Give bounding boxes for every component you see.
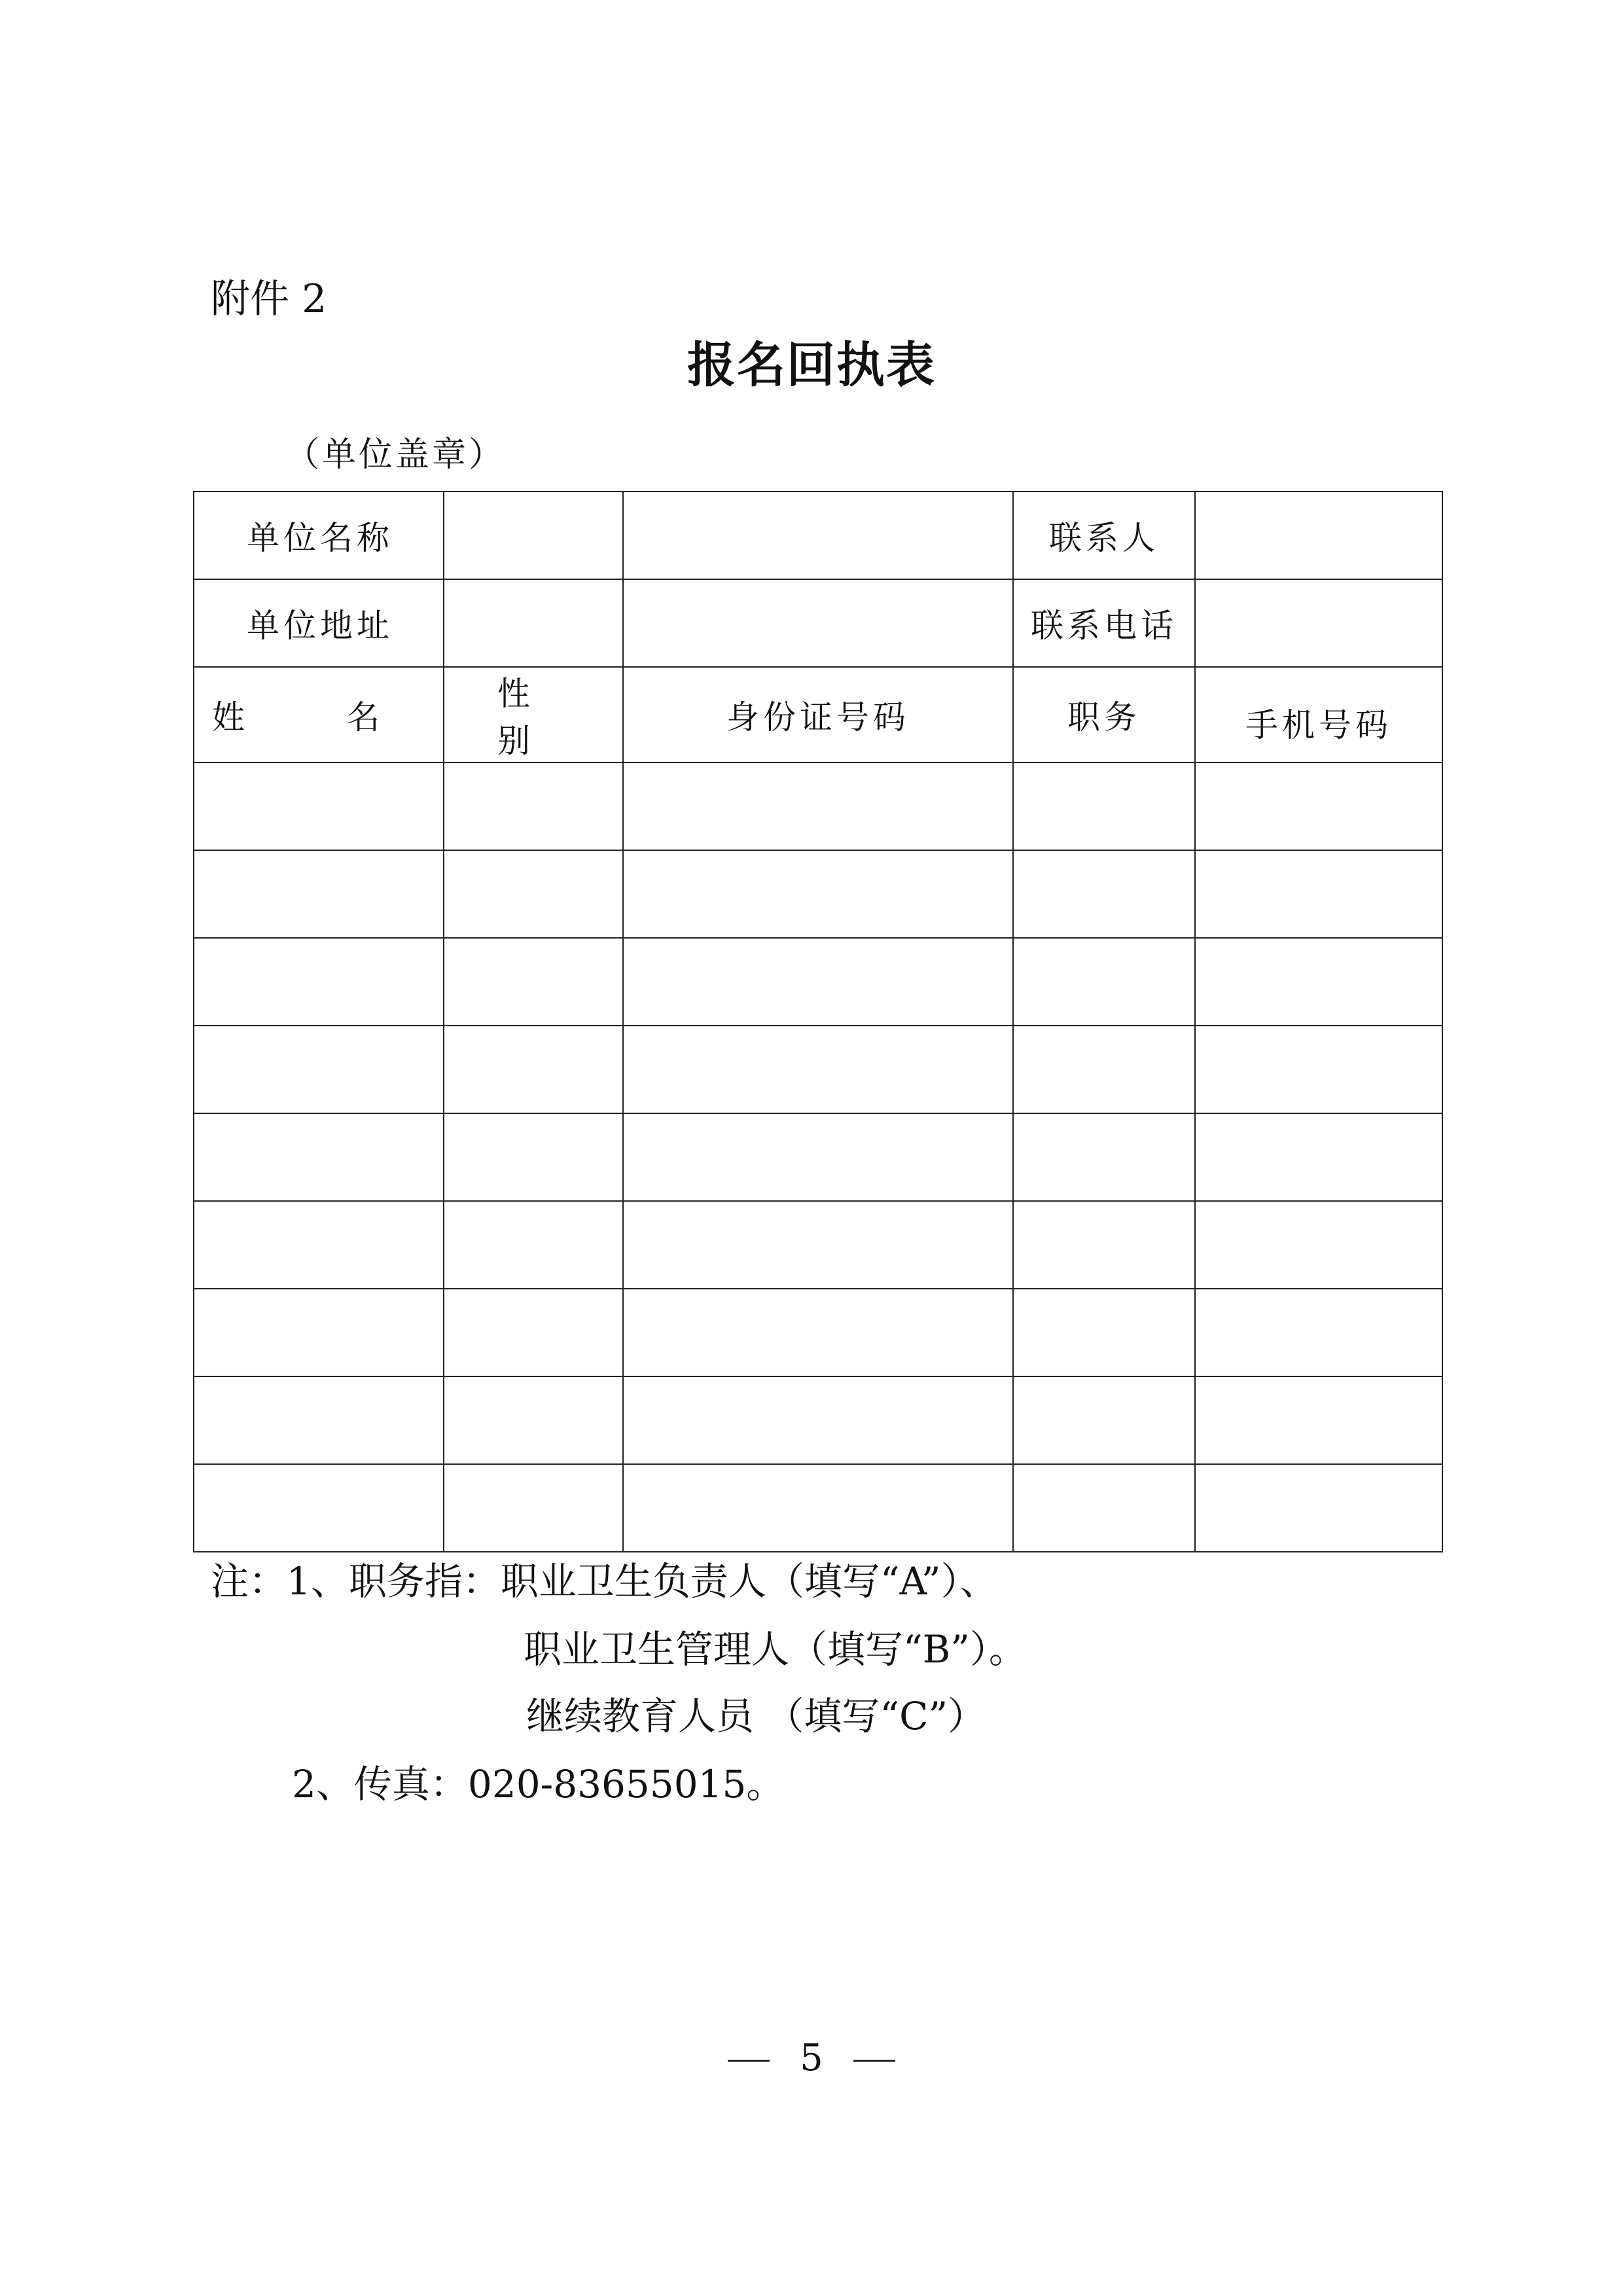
note-line-3: 继续教育人员 （填写“C”） <box>526 1694 986 1738</box>
contact-person-cell[interactable] <box>1195 492 1442 579</box>
position-cell[interactable] <box>1013 1464 1195 1552</box>
registration-form-table <box>193 491 1443 1552</box>
gender-cell[interactable] <box>444 850 623 938</box>
name-cell[interactable] <box>194 1376 444 1464</box>
id-number-cell[interactable] <box>623 1026 1013 1113</box>
mobile-cell[interactable] <box>1195 762 1442 850</box>
seal-note: （单位盖章） <box>285 435 506 475</box>
unit-address-label: 单位地址 <box>194 579 444 667</box>
mobile-cell[interactable] <box>1195 1289 1442 1376</box>
page-number <box>0 2036 1623 2081</box>
unit-name-row <box>194 492 1442 579</box>
position-cell[interactable] <box>1013 1201 1195 1289</box>
page-number-value: 5 <box>800 2037 823 2079</box>
page-title: 报名回执表 <box>687 337 936 393</box>
name-cell[interactable] <box>194 938 444 1026</box>
page-number-dash-right <box>853 2060 895 2062</box>
mobile-cell[interactable] <box>1195 1376 1442 1464</box>
gender-cell[interactable] <box>444 1026 623 1113</box>
position-cell[interactable] <box>1013 1289 1195 1376</box>
table-row <box>194 1289 1442 1376</box>
id-number-cell[interactable] <box>623 1201 1013 1289</box>
table-row <box>194 1113 1442 1201</box>
page-number-dash-left <box>728 2060 770 2062</box>
id-number-cell[interactable] <box>623 1376 1013 1464</box>
table-row <box>194 1026 1442 1113</box>
mobile-cell[interactable] <box>1195 1026 1442 1113</box>
unit-name-cell[interactable] <box>623 492 1013 579</box>
column-header-mobile: 手机号码 <box>1195 667 1442 762</box>
column-header-name: 姓 名 <box>194 667 444 762</box>
name-cell[interactable] <box>194 1289 444 1376</box>
note-line-2: 职业卫生管理人（填写“B”）。 <box>524 1627 1027 1672</box>
gender-cell[interactable] <box>444 1464 623 1552</box>
mobile-cell[interactable] <box>1195 850 1442 938</box>
position-cell[interactable] <box>1013 938 1195 1026</box>
unit-name-cell[interactable] <box>444 492 623 579</box>
table-row <box>194 1201 1442 1289</box>
unit-address-row <box>194 579 1442 667</box>
unit-address-cell[interactable] <box>623 579 1013 667</box>
table-row <box>194 762 1442 850</box>
gender-cell[interactable] <box>444 1289 623 1376</box>
id-number-cell[interactable] <box>623 762 1013 850</box>
gender-cell[interactable] <box>444 762 623 850</box>
gender-cell[interactable] <box>444 1113 623 1201</box>
mobile-cell[interactable] <box>1195 1464 1442 1552</box>
position-cell[interactable] <box>1013 1113 1195 1201</box>
name-cell[interactable] <box>194 1201 444 1289</box>
contact-phone-label: 联系电话 <box>1013 579 1195 667</box>
table-row <box>194 938 1442 1026</box>
id-number-cell[interactable] <box>623 850 1013 938</box>
name-cell[interactable] <box>194 1026 444 1113</box>
column-header-row <box>194 667 1442 762</box>
name-cell[interactable] <box>194 850 444 938</box>
position-cell[interactable] <box>1013 1026 1195 1113</box>
name-cell[interactable] <box>194 1464 444 1552</box>
contact-person-label: 联系人 <box>1013 492 1195 579</box>
mobile-cell[interactable] <box>1195 1201 1442 1289</box>
gender-cell[interactable] <box>444 1376 623 1464</box>
position-cell[interactable] <box>1013 850 1195 938</box>
unit-name-label: 单位名称 <box>194 492 444 579</box>
name-cell[interactable] <box>194 1113 444 1201</box>
id-number-cell[interactable] <box>623 1289 1013 1376</box>
id-number-cell[interactable] <box>623 938 1013 1026</box>
position-cell[interactable] <box>1013 762 1195 850</box>
note-line-4: 2、传真：020-83655015。 <box>292 1762 785 1806</box>
column-header-gender: 性 别 <box>444 667 623 762</box>
table-row <box>194 1464 1442 1552</box>
mobile-cell[interactable] <box>1195 938 1442 1026</box>
contact-phone-cell[interactable] <box>1195 579 1442 667</box>
id-number-cell[interactable] <box>623 1113 1013 1201</box>
table-row <box>194 850 1442 938</box>
gender-cell[interactable] <box>444 1201 623 1289</box>
unit-address-cell[interactable] <box>444 579 623 667</box>
position-cell[interactable] <box>1013 1376 1195 1464</box>
note-line-1: 注：1、职务指：职业卫生负责人（填写“A”）、 <box>211 1559 998 1604</box>
table-row <box>194 1376 1442 1464</box>
name-cell[interactable] <box>194 762 444 850</box>
gender-cell[interactable] <box>444 938 623 1026</box>
mobile-cell[interactable] <box>1195 1113 1442 1201</box>
attachment-label: 附件 2 <box>211 276 327 322</box>
column-header-position: 职务 <box>1013 667 1195 762</box>
id-number-cell[interactable] <box>623 1464 1013 1552</box>
column-header-id-number: 身份证号码 <box>623 667 1013 762</box>
